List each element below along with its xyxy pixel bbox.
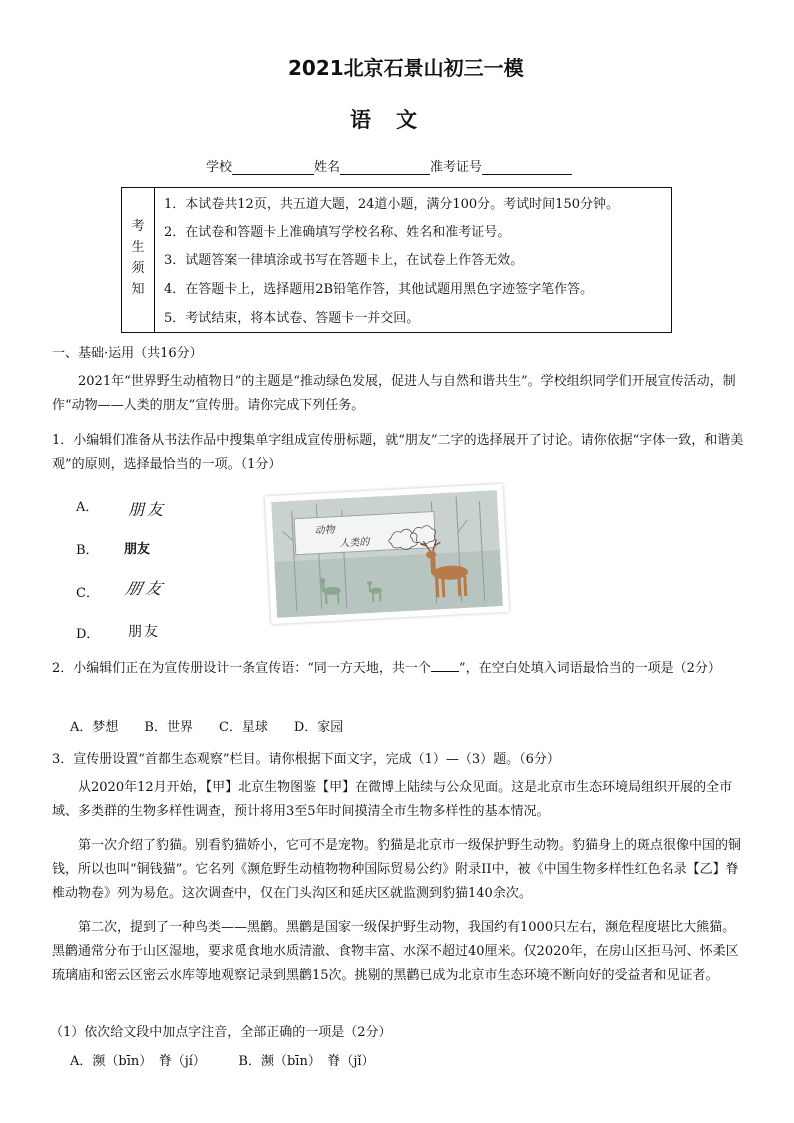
notice-item: 4．在答题卡上，选择题用2B铅笔作答，其他试题用黑色字迹签字笔作答。 bbox=[164, 282, 594, 297]
forest-deer-illustration bbox=[271, 490, 503, 618]
question-3-paragraph-3: 第二次，提到了一种鸟类——黑鹳。黑鹳是国家一级保护野生动物，我国约有1000只左右，濒危程度堪比大熊猫。黑鹳通常分布于山区湿地，要求觅食地水质清澈、食物丰富、水深不超过40厘米。仅2020年，在房山区拒马河、怀柔区琉璃庙和密云区密云水库等地观察记录到黑鹳15次。挑剔的黑鹳已成为北京市生态环境不断向好的受益者和见证者。 bbox=[52, 920, 739, 983]
notice-label-char: 知 bbox=[131, 282, 145, 297]
q1-option-b-letter: B． bbox=[76, 543, 99, 558]
name-label: 姓名 bbox=[314, 160, 341, 175]
question-3-sub-1: （1）依次给文段中加点字注音，全部正确的一项是（2分） bbox=[50, 1025, 392, 1040]
ticket-field[interactable] bbox=[482, 160, 572, 175]
question-2-text-before: 2．小编辑们正在为宣传册设计一条宣传语：“同一方天地，共一个 bbox=[52, 661, 431, 676]
question-2-text-after: ”，在空白处填入词语最恰当的一项是（2分） bbox=[458, 661, 721, 676]
subject-title: 语 文 bbox=[350, 107, 419, 132]
notice-label-char: 生 bbox=[131, 240, 145, 255]
notice-label bbox=[122, 188, 155, 332]
picture-text-human: 人类的 bbox=[339, 536, 370, 550]
question-3-sub-1-options: A．濒（bīn） 脊（jí） B．濒（bīn） 脊（jǐ） bbox=[70, 1054, 375, 1069]
q1-option-a-word: 朋友 bbox=[128, 500, 167, 519]
section-intro: 2021年“世界野生动植物日”的主题是“推动绿色发展，促进人与自然和谐共生”。学校组织同学们开展宣传活动，制作“动物——人类的朋友”宣传册。请你完成下列任务。 bbox=[52, 374, 736, 413]
picture-text-animal: 动物 bbox=[314, 524, 335, 537]
q1-option-c-word: 朋友 bbox=[123, 579, 168, 598]
notice-label-char: 考 bbox=[131, 219, 145, 234]
q1-option-c-letter: C． bbox=[76, 586, 99, 601]
question-1-text: 1．小编辑们准备从书法作品中搜集单字组成宣传册标题，就“朋友”二字的选择展开了讨论。请你依据“字体一致，和谐美观”的原则，选择最恰当的一项。（1分） bbox=[52, 433, 744, 472]
ticket-label: 准考证号 bbox=[430, 160, 483, 175]
question-2-options: A．梦想 B．世界 C．星球 D．家园 bbox=[70, 720, 344, 735]
question-3-paragraph-2: 第一次介绍了豹猫。别看豹猫娇小，它可不是宠物。豹猫是北京市一级保护野生动物。豹猫身上的斑点很像中国的铜钱，所以也叫“铜钱猫”。它名列《濒危野生动植物物种国际贸易公约》附录II中，被《中国生物多样性红色名录【乙】脊椎动物卷》列为易危。这次调查中，仅在门头沟区和延庆区就监测到豹猫140余次。 bbox=[52, 838, 742, 901]
exam-title: 2021北京石景山初三一模 bbox=[288, 56, 524, 80]
student-info-line bbox=[206, 156, 572, 175]
school-field[interactable] bbox=[232, 160, 314, 175]
notice-item: 2．在试卷和答题卡上准确填写学校名称、姓名和准考证号。 bbox=[164, 225, 511, 240]
answer-blank bbox=[431, 659, 459, 672]
notice-item: 1．本试卷共12页，共五道大题，24道小题，满分100分。考试时间150分钟。 bbox=[164, 197, 619, 212]
brochure-cover-image bbox=[265, 484, 509, 624]
q1-option-b-word: 朋友 bbox=[124, 542, 151, 557]
q1-option-a-letter: A． bbox=[76, 500, 99, 515]
notice-item: 5．考试结束，将本试卷、答题卡一并交回。 bbox=[164, 311, 420, 326]
question-2-text bbox=[52, 657, 744, 681]
section-heading: 一、基础·运用（共16分） bbox=[52, 346, 203, 361]
school-label: 学校 bbox=[206, 160, 233, 175]
question-3-paragraph-1: 从2020年12月开始，【甲】北京生物图鉴【甲】在微博上陆续与公众见面。这是北京市生态环境局组织开展的全市域、多类群的生物多样性调查，预计将用3至5年时间摸清全市生物多样性的基本情况。 bbox=[52, 780, 733, 819]
notice-label-char: 须 bbox=[131, 261, 145, 276]
q1-option-d-word: 朋友 bbox=[128, 624, 160, 640]
name-field[interactable] bbox=[340, 160, 430, 175]
question-3-text: 3．宣传册设置“首都生态观察”栏目。请你根据下面文字，完成（1）—（3）题。（6分） bbox=[52, 752, 560, 767]
notice-item: 3．试题答案一律填涂或书写在答题卡上，在试卷上作答无效。 bbox=[164, 253, 524, 268]
q1-option-d-letter: D． bbox=[76, 627, 100, 642]
exam-notice-box bbox=[121, 187, 672, 333]
